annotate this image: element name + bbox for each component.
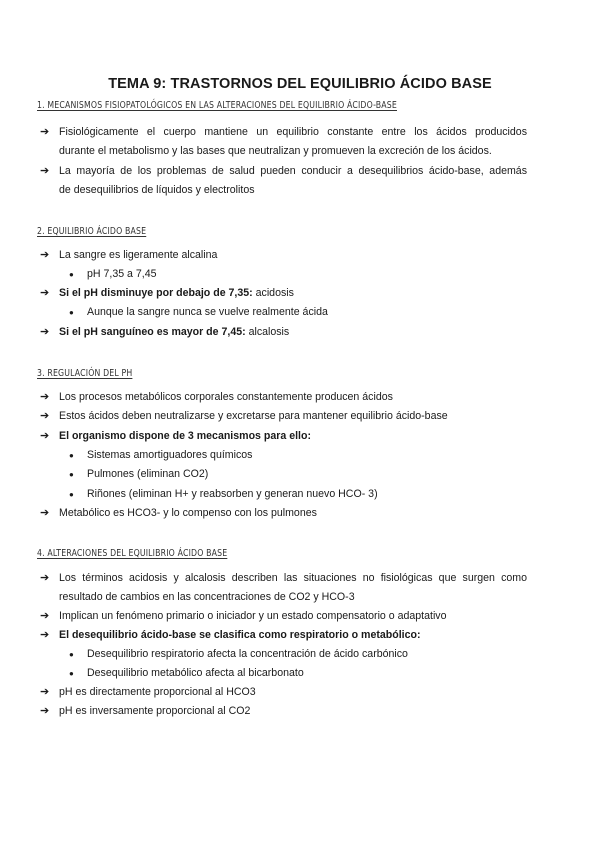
- plain-text: acidosis: [252, 287, 294, 299]
- bullet-line: durante el metabolismo y las bases que neutralizan y promueven la excreción de los ácidos.: [59, 145, 492, 157]
- dot-bullet-icon: ●: [69, 669, 74, 678]
- dot-bullet-icon: ●: [69, 490, 74, 499]
- bullet-line: La mayoría de los problemas de salud pueden conducir a desequilibrios ácido-base, además: [59, 165, 527, 177]
- arrow-bullet-icon: ➔: [40, 430, 50, 442]
- bullet-line: Los procesos metabólicos corporales constantemente producen ácidos: [59, 391, 393, 403]
- bold-text: Si el pH disminuye por debajo de 7,35:: [59, 287, 253, 299]
- bullet-line: Metabólico es HCO3- y lo compenso con los pulmones: [59, 507, 317, 519]
- arrow-bullet-icon: ➔: [40, 507, 50, 519]
- section-heading-4: 4. ALTERACIONES DEL EQUILIBRIO ÁCIDO BASE: [37, 548, 228, 559]
- dot-bullet-icon: ●: [69, 470, 74, 479]
- arrow-bullet-icon: ➔: [40, 126, 50, 138]
- arrow-bullet-icon: ➔: [40, 705, 50, 717]
- arrow-bullet-icon: ➔: [40, 610, 50, 622]
- bullet-line: pH es inversamente proporcional al CO2: [59, 705, 251, 717]
- arrow-bullet-icon: ➔: [40, 686, 50, 698]
- arrow-bullet-icon: ➔: [40, 572, 50, 584]
- arrow-bullet-icon: ➔: [40, 629, 50, 641]
- bold-text: El desequilibrio ácido-base se clasifica como respiratorio o metabólico:: [59, 629, 421, 641]
- sub-bullet-line: pH 7,35 a 7,45: [87, 268, 157, 280]
- bullet-line: La sangre es ligeramente alcalina: [59, 249, 218, 261]
- section-heading-3: 3. REGULACIÓN DEL PH: [37, 368, 133, 379]
- section-heading-1: 1. MECANISMOS FISIOPATOLÓGICOS EN LAS ALTERACIONES DEL EQUILIBRIO ÁCIDO-BASE: [37, 100, 397, 111]
- bullet-line: pH es directamente proporcional al HCO3: [59, 686, 256, 698]
- sub-bullet-line: Sistemas amortiguadores químicos: [87, 449, 253, 461]
- bullet-line: Los términos acidosis y alcalosis describen las situaciones no fisiológicas que surgen como: [59, 572, 527, 584]
- sub-bullet-line: Desequilibrio respiratorio afecta la concentración de ácido carbónico: [87, 648, 408, 660]
- dot-bullet-icon: ●: [69, 451, 74, 460]
- dot-bullet-icon: ●: [69, 650, 74, 659]
- plain-text: alcalosis: [245, 326, 290, 338]
- arrow-bullet-icon: ➔: [40, 410, 50, 422]
- sub-bullet-line: Aunque la sangre nunca se vuelve realmente ácida: [87, 306, 328, 318]
- arrow-bullet-icon: ➔: [40, 391, 50, 403]
- bullet-line: [59, 326, 289, 339]
- arrow-bullet-icon: ➔: [40, 249, 50, 261]
- bullet-line: Fisiológicamente el cuerpo mantiene un equilibrio constante entre los ácidos producidos: [59, 126, 527, 138]
- bullet-line: de desequilibrios de líquidos y electrolitos: [59, 184, 255, 196]
- dot-bullet-icon: ●: [69, 270, 74, 279]
- section-heading-2: 2. EQUILIBRIO ÁCIDO BASE: [37, 226, 147, 237]
- bold-text: Si el pH sanguíneo es mayor de 7,45:: [59, 326, 246, 338]
- sub-bullet-line: Desequilibrio metabólico afecta al bicarbonato: [87, 667, 304, 679]
- arrow-bullet-icon: ➔: [40, 326, 50, 338]
- bullet-line: [59, 430, 311, 443]
- arrow-bullet-icon: ➔: [40, 287, 50, 299]
- sub-bullet-line: Pulmones (eliminan CO2): [87, 468, 209, 480]
- bullet-line: [59, 287, 294, 300]
- bullet-line: [59, 629, 420, 642]
- bold-text: El organismo dispone de 3 mecanismos para ello:: [59, 430, 311, 442]
- bullet-line: Estos ácidos deben neutralizarse y excretarse para mantener equilibrio ácido-base: [59, 410, 448, 422]
- bullet-line: resultado de cambios en las concentraciones de CO2 y HCO-3: [59, 591, 355, 603]
- arrow-bullet-icon: ➔: [40, 165, 50, 177]
- dot-bullet-icon: ●: [69, 308, 74, 317]
- sub-bullet-line: Riñones (eliminan H+ y reabsorben y generan nuevo HCO- 3): [87, 488, 378, 500]
- bullet-line: Implican un fenómeno primario o iniciador y un estado compensatorio o adaptativo: [59, 610, 447, 622]
- page-title: TEMA 9: TRASTORNOS DEL EQUILIBRIO ÁCIDO BASE: [108, 76, 492, 92]
